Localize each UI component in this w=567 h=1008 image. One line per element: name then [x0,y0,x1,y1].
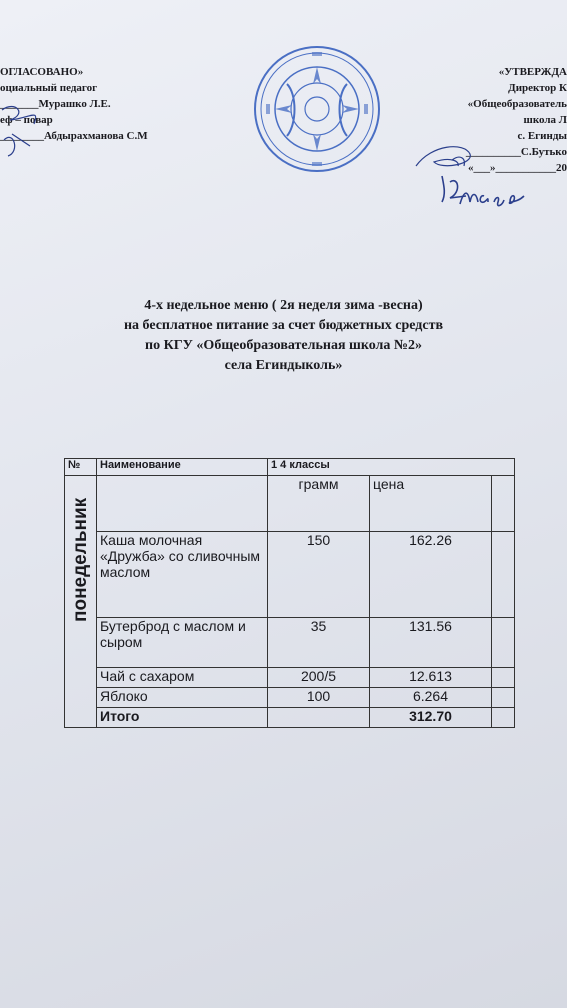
menu-table [64,458,515,728]
title-line-3: по КГУ «Общеобразовательная школа №2» [145,338,422,353]
approval-right-org-2: школа Л [523,114,567,126]
item-gram: 35 [268,618,370,668]
table-row [65,532,515,618]
approval-right-date-line: «___»___________20 [468,162,567,174]
item-gram: 100 [268,688,370,708]
item-name: Каша молочная «Дружба» со сливочным маслом [97,532,268,618]
table-header-row [65,459,515,476]
approval-right-title: «УТВЕРЖДА [498,66,567,78]
left-signature-icon [0,100,60,160]
table-row [65,688,515,708]
item-extra [492,668,515,688]
title-line-4: села Егиндыколь» [224,358,343,373]
total-price: 312.70 [370,708,492,728]
item-gram: 150 [268,532,370,618]
item-price: 12.613 [370,668,492,688]
official-seal-icon [252,44,382,174]
total-gram [268,708,370,728]
title-line-2: на бесплатное питание за счет бюджетных средств [123,318,444,333]
subheader-price: цена [370,476,492,532]
handwritten-date-icon [458,180,528,210]
item-price: 131.56 [370,618,492,668]
approval-left-signer-1: _______Мурашко Л.Е. [0,98,111,110]
approval-right-position: Директор К [508,82,567,94]
table-subheader-row [65,476,515,532]
table-row [65,618,515,668]
item-gram: 200/5 [268,668,370,688]
total-row [65,708,515,728]
subheader-empty [97,476,268,532]
header-name: Наименование [97,459,268,476]
approval-left-title: ОГЛАСОВАНО» [0,66,84,78]
item-extra [492,618,515,668]
header-num: № [65,459,97,476]
approval-left-signer-2: ________Абдырахманова С.М [0,130,148,142]
total-extra [492,708,515,728]
item-extra [492,688,515,708]
item-name: Чай с сахаром [97,668,268,688]
subheader-gram: грамм [268,476,370,532]
table-row [65,668,515,688]
item-extra [492,532,515,618]
subheader-extra [492,476,515,532]
approval-right-village: с. Егинды [517,130,567,142]
item-name: Яблоко [97,688,268,708]
total-label: Итого [97,708,268,728]
approval-right-org: «Общеобразователь [467,98,567,110]
title-line-1: 4-х недельное меню ( 2я неделя зима -весна) [144,298,423,313]
day-label: понедельник [70,497,91,622]
item-price: 162.26 [370,532,492,618]
menu-title [40,296,527,376]
item-name: Бутерброд с маслом и сыром [97,618,268,668]
item-price: 6.264 [370,688,492,708]
approval-left-position-2: еф – повар [0,114,53,126]
approval-left-position-1: оциальный педагог [0,82,98,94]
header-classes: 1 4 классы [268,459,515,476]
approval-right-signer: __________С.Бутько [465,146,567,158]
day-cell [65,476,97,728]
